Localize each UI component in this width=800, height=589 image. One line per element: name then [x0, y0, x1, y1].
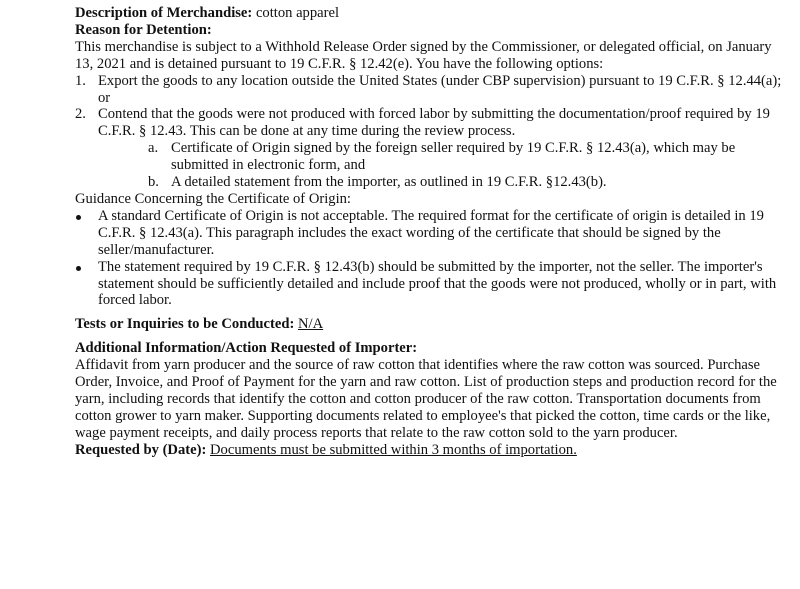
- merchandise-line: Description of Merchandise: cotton apparel: [75, 5, 340, 21]
- document-page: [75, 5, 791, 459]
- subitem-text: Certificate of Origin signed by the foreign seller required by 19 C.F.R. § 12.43(a), which may be submitted in electronic form, and: [171, 140, 736, 174]
- requested-line: Requested by (Date): Documents must be submitted within 3 months of importation.: [75, 441, 577, 458]
- subitem-text: A detailed statement from the importer, as outlined in 19 C.F.R. §12.43(b).: [171, 174, 607, 191]
- tests-value: N/A: [298, 316, 324, 333]
- subitem: [148, 140, 791, 174]
- options-list: [75, 73, 791, 191]
- guidance-bullet: [75, 208, 791, 259]
- merchandise-value: cotton apparel: [255, 5, 340, 21]
- reason-heading: Reason for Detention:: [75, 21, 212, 38]
- subitem-letter: b.: [148, 174, 159, 191]
- subitems-list: [98, 140, 791, 191]
- option-item: [75, 73, 791, 107]
- guidance-text: A standard Certificate of Origin is not acceptable. The required format for the certificate of origin is detailed in 19 C.F.R. § 12.43(a). This paragraph includes the exact wording of the certificate that should be signed by the seller/manufacturer.: [98, 207, 764, 258]
- additional-text: Affidavit from yarn producer and the source of raw cotton that identifies where the raw cotton was sourced. Purchase Order, Invoice, and Proof of Payment for the yarn and raw cotton. List of production steps and production record for the yarn, including records that identify the cotton and cotton producer of the raw cotton. Transportation documents from cotton grower to yarn maker. Supporting documents related to employee's that picked the cotton, time cards or the like, wage payment receipts, and daily process reports that relate to the raw cotton sold to the yarn producer.: [75, 357, 777, 441]
- option-text: Contend that the goods were not produced with forced labor by submitting the documentation/proof required by 19 C.F.R. § 12.43. This can be done at any time during the review process.: [98, 106, 770, 140]
- guidance-bullet: [75, 259, 791, 310]
- option-number: 2.: [75, 106, 86, 123]
- guidance-list: [75, 208, 791, 309]
- tests-line: Tests or Inquiries to be Conducted: N/A: [75, 316, 324, 333]
- guidance-heading: Guidance Concerning the Certificate of Origin:: [75, 190, 351, 207]
- subitem-letter: a.: [148, 140, 159, 157]
- option-number: 1.: [75, 72, 86, 89]
- option-item: [75, 106, 791, 191]
- merchandise-label: Description of Merchandise: [75, 5, 248, 21]
- guidance-text: The statement required by 19 C.F.R. § 12.43(b) should be submitted by the importer, not the seller. The importer's statement should be sufficiently detailed and include proof that the goods were not produced, wholly or in part, with forced labor.: [98, 258, 777, 309]
- bullet-icon: [76, 266, 81, 271]
- requested-label: Requested by (Date): [75, 441, 202, 458]
- subitem: [148, 174, 791, 191]
- reason-label: Reason for Detention: [75, 21, 207, 38]
- option-text: Export the goods to any location outside the United States (under CBP supervision) pursuant to 19 C.F.R. § 12.44(a); or: [98, 72, 782, 106]
- tests-label: Tests or Inquiries to be Conducted: [75, 316, 290, 333]
- requested-value: Documents must be submitted within 3 months of importation.: [210, 441, 577, 458]
- bullet-icon: [76, 215, 81, 220]
- additional-heading: Additional Information/Action Requested of Importer:: [75, 340, 418, 357]
- reason-intro: This merchandise is subject to a Withhold Release Order signed by the Commissioner, or delegated official, on January 13, 2021 and is detained pursuant to 19 C.F.R. § 12.42(e). You have the following options:: [75, 38, 772, 72]
- additional-label: Additional Information/Action Requested of Importer: [75, 340, 413, 357]
